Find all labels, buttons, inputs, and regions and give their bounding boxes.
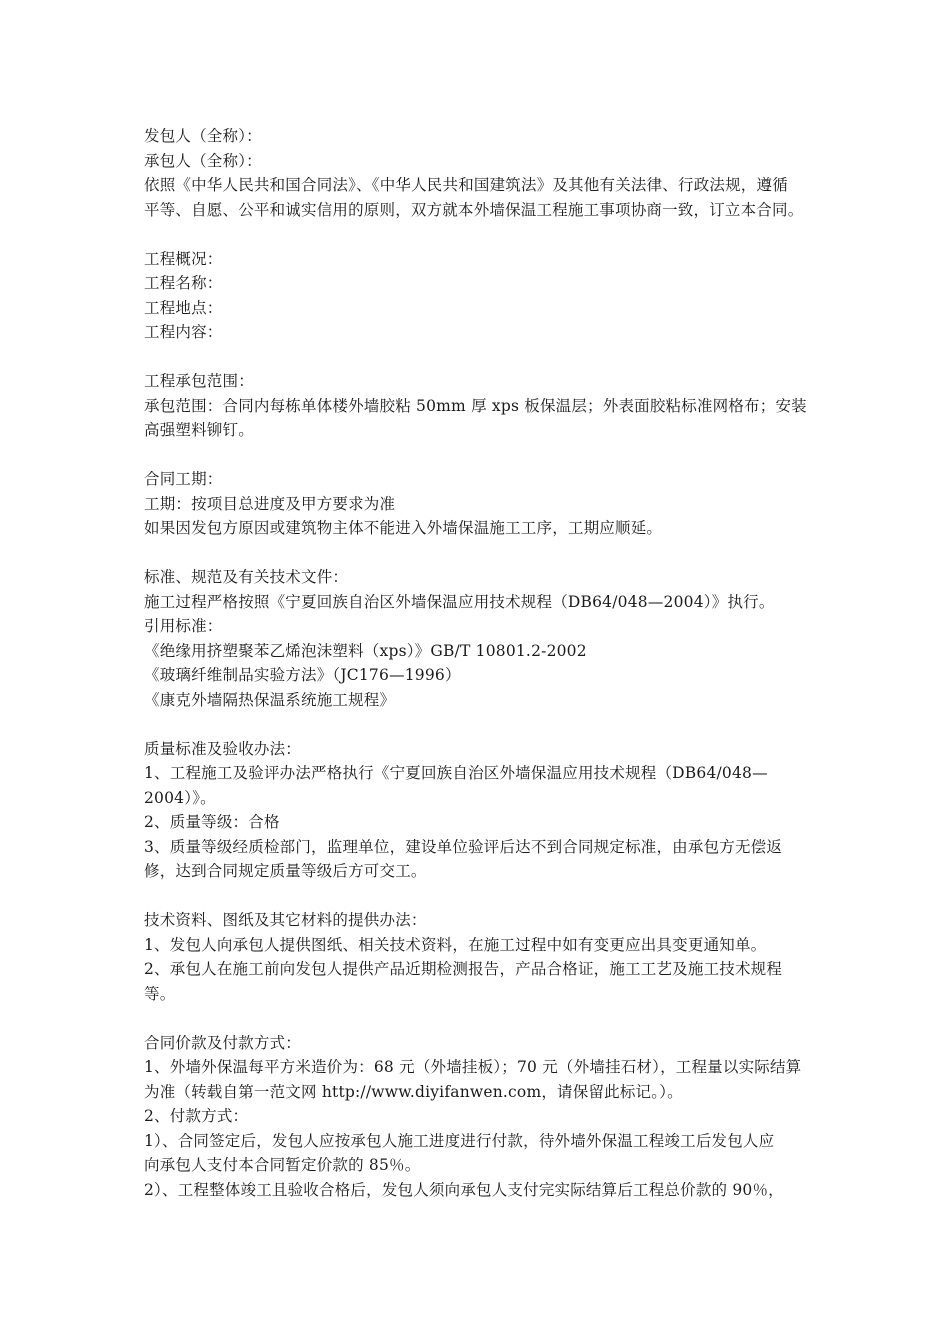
preamble-line: 平等、自愿、公平和诚实信用的原则，双方就本外墙保温工程施工事项协商一致，订立本合同。 (144, 200, 804, 219)
payment-line: 2、付款方式： (144, 1107, 249, 1125)
standards-line: 施工过程严格按照《宁夏回族自治区外墙保温应用技术规程（DB64/048—2004）》执行。 (144, 592, 775, 611)
project-location-line: 工程地点： (144, 298, 223, 317)
spacer (144, 443, 824, 468)
section-heading-duration: 合同工期： (144, 470, 223, 488)
materials-line: 1、发包人向承包人提供图纸、相关技术资料，在施工过程中如有变更应出具变更通知单。 (144, 935, 767, 954)
section-heading-quality: 质量标准及验收办法： (144, 739, 302, 758)
spacer (144, 222, 824, 247)
quality-line: 修，达到合同规定质量等级后方可交工。 (144, 862, 427, 880)
spacer (144, 345, 824, 370)
quality-line: 2004）》。 (144, 788, 216, 807)
quality-line: 3、质量等级经质检部门，监理单位，建设单位验评后达不到合同规定标准，由承包方无偿返 (144, 837, 783, 856)
project-name-line: 工程名称： (144, 274, 223, 292)
spacer (144, 884, 824, 909)
preamble-line: 依照《中华人民共和国合同法》、《中华人民共和国建筑法》及其他有关法律、行政法规，遵循 (144, 176, 788, 194)
spacer (144, 541, 824, 566)
standards-line: 《绝缘用挤塑聚苯乙烯泡沫塑料（xps）》GB/T 10801.2-2002 (144, 641, 587, 660)
payment-line: 为准（转载自第一范文网 http://www.diyifanwen.com，请保留此标记。）。 (144, 1082, 683, 1101)
standards-line: 《玻璃纤维制品实验方法》（JC176—1996） (144, 666, 461, 684)
duration-line: 工期：按项目总进度及甲方要求为准 (144, 494, 396, 513)
payment-line: 1）、合同签定后，发包人应按承包人施工进度进行付款，待外墙外保温工程竣工后发包人应 (144, 1131, 775, 1150)
section-heading-standards: 标准、规范及有关技术文件： (144, 568, 349, 586)
payment-line: 向承包人支付本合同暂定价款的 85％。 (144, 1156, 421, 1174)
standards-line: 引用标准： (144, 617, 223, 635)
document-body (144, 124, 824, 1202)
scope-line: 承包范围：合同内每栋单体楼外墙胶粘 50mm 厚 xps 板保温层；外表面胶粘标准网格布；安装 (144, 396, 807, 415)
section-heading-scope: 工程承包范围： (144, 372, 254, 390)
section-heading-overview: 工程概况： (144, 249, 223, 268)
section-heading-payment: 合同价款及付款方式： (144, 1033, 302, 1052)
materials-line: 等。 (144, 984, 176, 1003)
project-content-line: 工程内容： (144, 323, 223, 341)
duration-line: 如果因发包方原因或建筑物主体不能进入外墙保温施工工序，工期应顺延。 (144, 519, 663, 537)
materials-line: 2、承包人在施工前向发包人提供产品近期检测报告，产品合格证，施工工艺及施工技术规程 (144, 960, 783, 978)
quality-line: 1、工程施工及验评办法严格执行《宁夏回族自治区外墙保温应用技术规程（DB64/048— (144, 764, 768, 782)
scope-line: 高强塑料铆钉。 (144, 421, 254, 439)
employer-line: 发包人（全称）： (144, 127, 262, 145)
payment-line: 2）、工程整体竣工且验收合格后，发包人须向承包人支付完实际结算后工程总价款的 90％， (144, 1180, 784, 1199)
payment-line: 1、外墙外保温每平方米造价为：68 元（外墙挂板）；70 元（外墙挂石材），工程量以实际结算 (144, 1058, 802, 1076)
quality-line: 2、质量等级：合格 (144, 813, 280, 831)
section-heading-materials: 技术资料、图纸及其它材料的提供办法： (144, 911, 427, 929)
spacer (144, 1006, 824, 1031)
spacer (144, 712, 824, 737)
contractor-line: 承包人（全称）： (144, 151, 262, 170)
standards-line: 《康克外墙隔热保温系统施工规程》 (144, 690, 396, 709)
